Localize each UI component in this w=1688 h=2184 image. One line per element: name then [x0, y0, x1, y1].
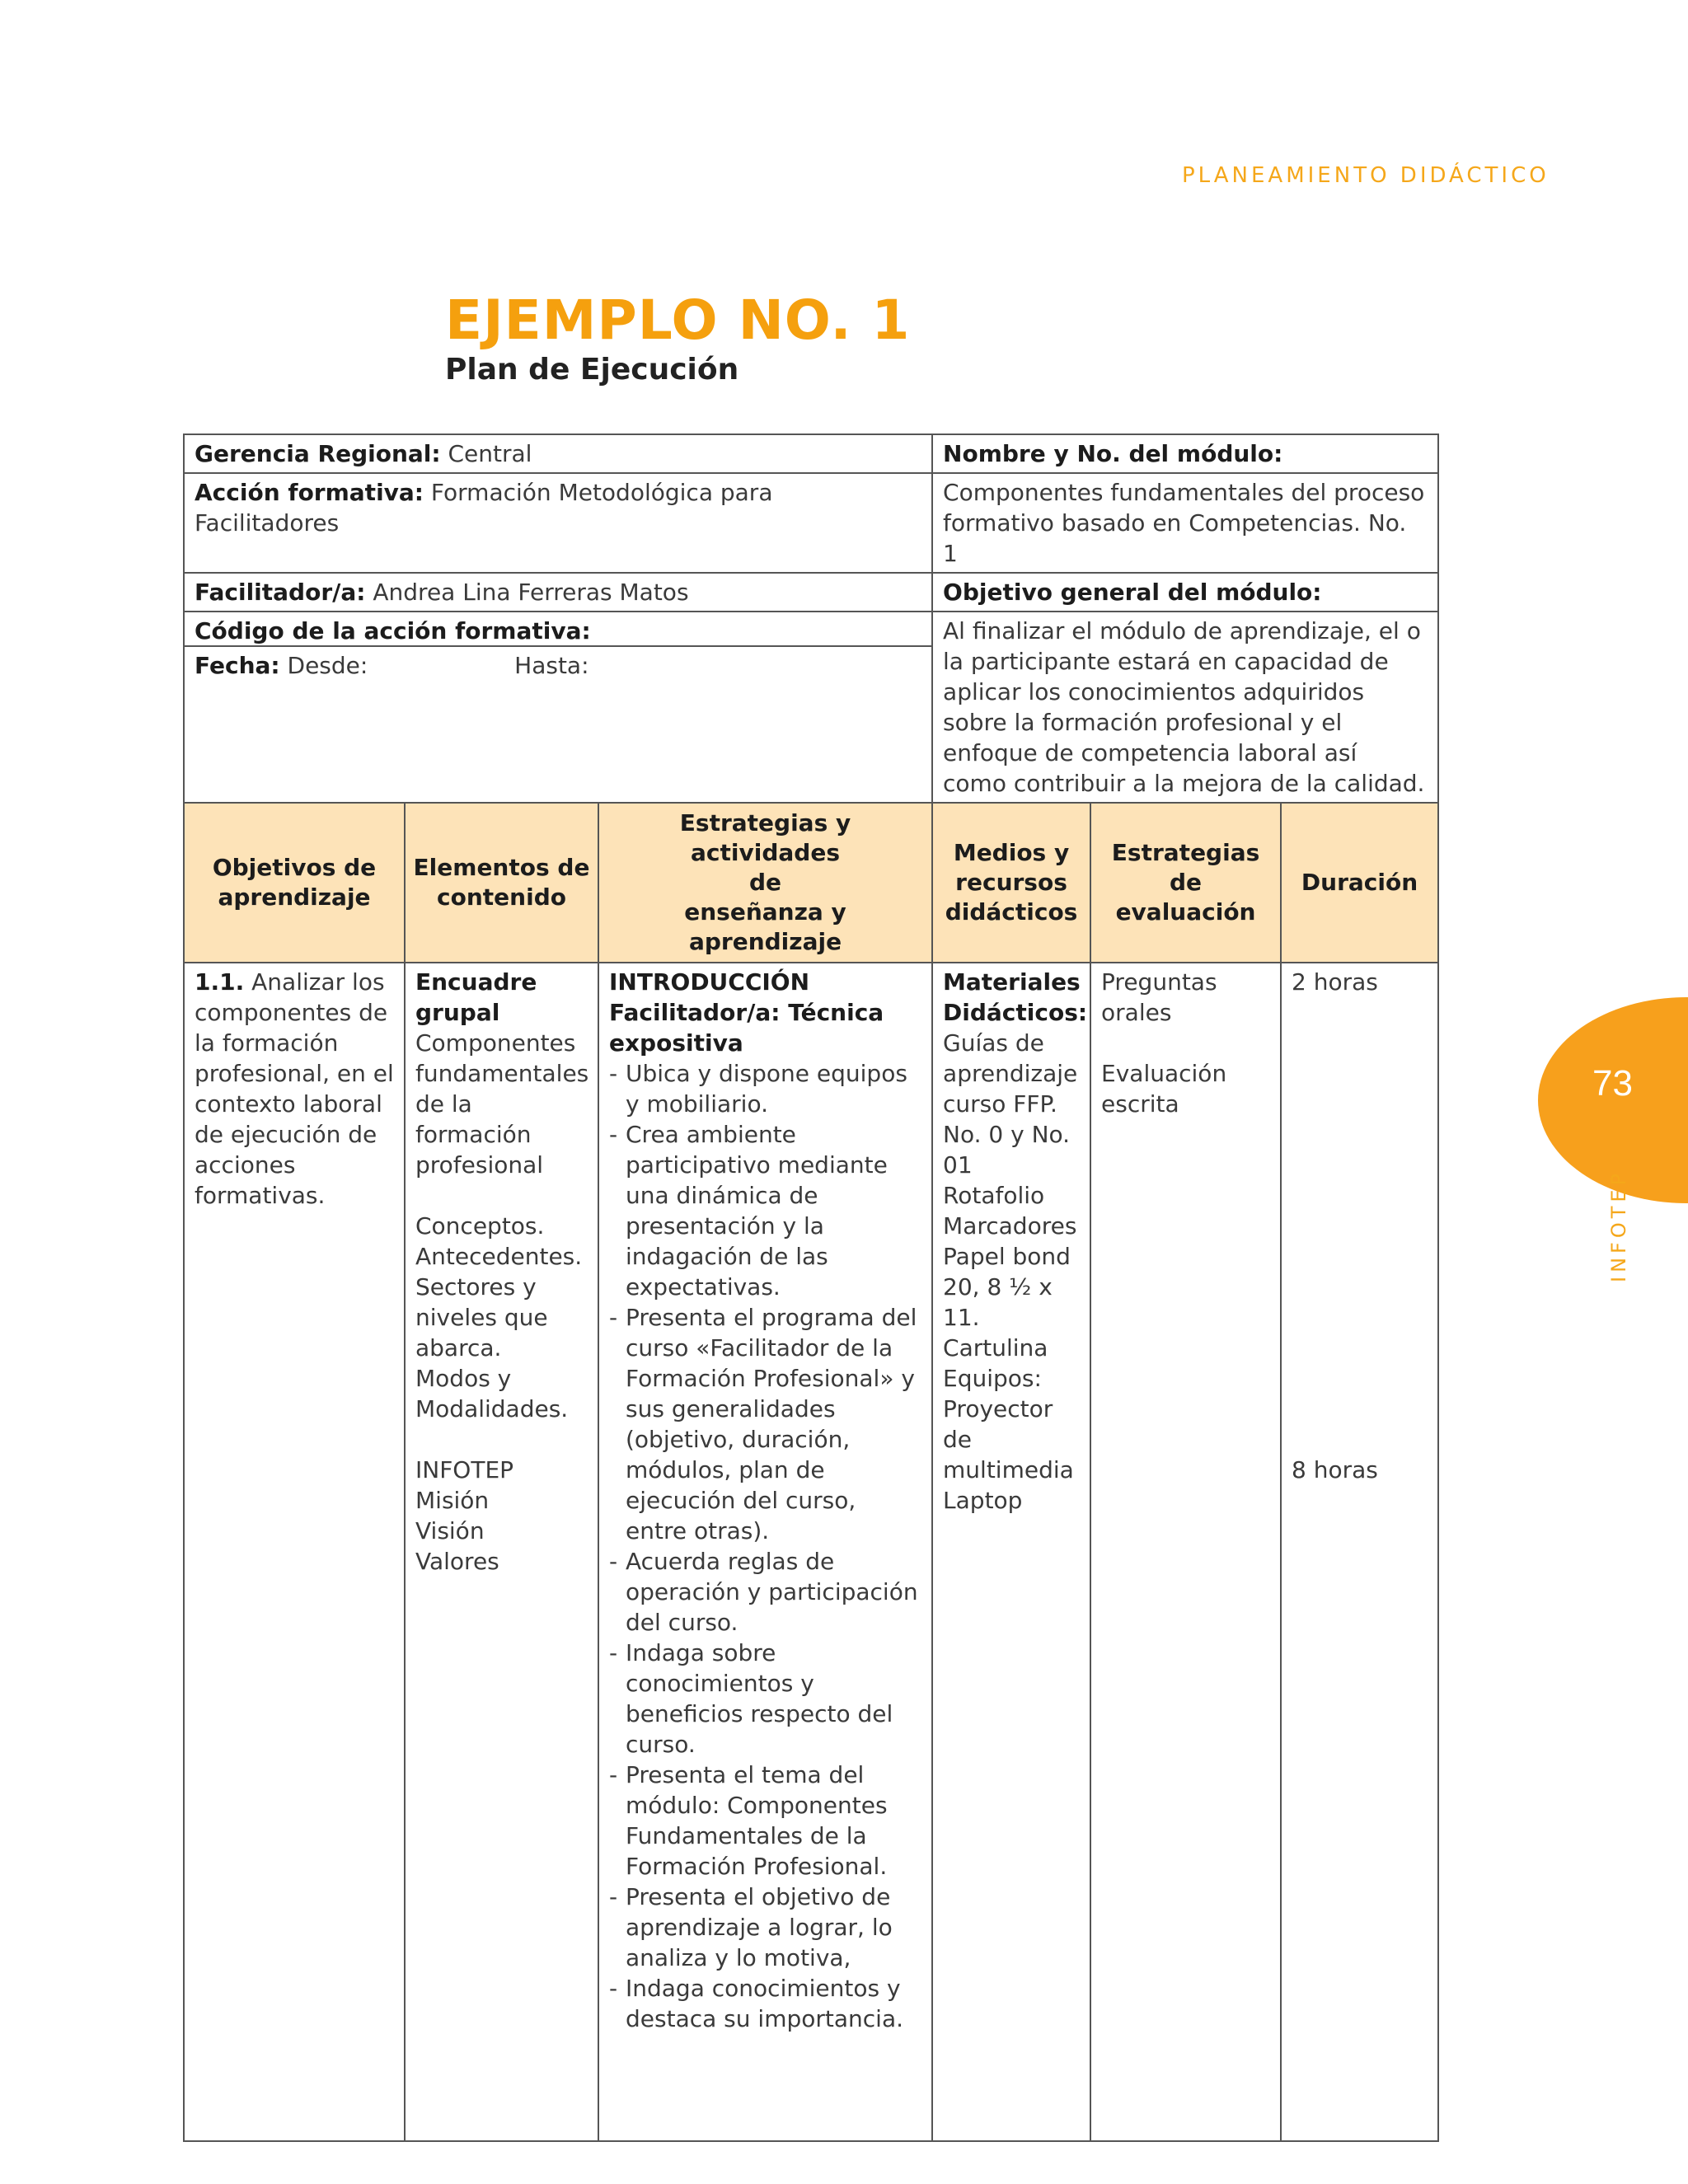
col-header-estrategias: [598, 803, 932, 963]
col-header-estrategias-line2: de: [748, 869, 782, 896]
elementos-text: Conceptos.: [415, 1212, 545, 1240]
medios-text: Guías de aprendizaje curso FFP. No. 0 y No. 01: [943, 1029, 1078, 1179]
col-header-estrategias-line3: enseñanza y aprendizaje: [684, 898, 846, 955]
side-label: INFOTEP: [1607, 1169, 1630, 1282]
modulo-value-cell: [932, 473, 1438, 573]
elementos-text: Antecedentes.: [415, 1243, 583, 1270]
facilitador-value: Andrea Lina Ferreras Matos: [373, 579, 689, 606]
page-number: 73: [1592, 1063, 1633, 1104]
medios-text: Papel bond 20, 8 ½ x 11.: [943, 1243, 1071, 1331]
codigo-row: [185, 612, 931, 647]
gerencia-label: Gerencia Regional:: [195, 440, 441, 467]
medios-title: Materiales Didácticos:: [943, 968, 1088, 1026]
col-header-duracion: Duración: [1281, 803, 1438, 963]
fecha-label: Fecha:: [195, 652, 280, 679]
accion-cell: [184, 473, 932, 573]
elementos-cell: [405, 963, 598, 2141]
nombre-modulo-label: Nombre y No. del módulo:: [943, 440, 1283, 467]
accion-value: Formación Metodológica para Facilitadores: [195, 479, 773, 537]
column-header-row: [184, 803, 1438, 963]
section-header: PLANEAMIENTO DIDÁCTICO: [1182, 163, 1550, 188]
elementos-text: Misión: [415, 1487, 490, 1514]
elementos-text: Modos y Modalidades.: [415, 1365, 569, 1422]
desde-label: Desde:: [287, 652, 368, 679]
elementos-text: INFOTEP: [415, 1456, 514, 1483]
duracion-cell: [1281, 963, 1438, 2141]
evaluacion-text: Evaluación escrita: [1101, 1060, 1227, 1118]
evaluacion-cell: [1090, 963, 1281, 2141]
hasta-label: Hasta:: [514, 652, 589, 679]
estrategias-title: INTRODUCCIÓN: [609, 968, 810, 996]
objetivo-general-value-cell: [932, 612, 1438, 803]
objetivo-text: Analizar los componentes de la formación profesional, en el contexto laboral de ejecución de acciones formativas.: [195, 968, 394, 1209]
gerencia-cell: [184, 434, 932, 473]
objetivos-cell: [184, 963, 405, 2141]
fecha-row: [185, 647, 931, 684]
execution-plan-table: [183, 434, 1439, 2142]
nombre-modulo-cell: [932, 434, 1438, 473]
list-item: - Presenta el tema del módulo: Componentes Fundamentales de la Formación Profesional.: [609, 1761, 888, 1880]
medios-text: Marcadores: [943, 1212, 1077, 1240]
medios-text: Laptop: [943, 1487, 1023, 1514]
estrategias-cell: [598, 963, 932, 2141]
table-row: [184, 963, 1438, 2141]
estrategias-subtitle: Facilitador/a: Técnica expositiva: [609, 999, 884, 1057]
objetivo-number: 1.1.: [195, 968, 245, 996]
medios-text: Proyector de multimedia: [943, 1395, 1074, 1483]
list-item: - Presenta el programa del curso «Facilitador de la Formación Profesional» y sus generalidades (objetivo, duración, módulos, plan de ejecución del curso, entre otras).: [609, 1304, 917, 1544]
facilitador-cell: [184, 573, 932, 612]
elementos-text: Componentes fundamentales de la formación profesional: [415, 1029, 589, 1179]
info-row: [184, 573, 1438, 612]
medios-cell: [932, 963, 1090, 2141]
page-subtitle: Plan de Ejecución: [445, 353, 739, 387]
gerencia-value: Central: [448, 440, 532, 467]
list-item: - Indaga sobre conocimientos y beneficios respecto del curso.: [609, 1639, 893, 1758]
objetivo-general-label-cell: [932, 573, 1438, 612]
list-item: - Ubica y dispone equipos y mobiliario.: [609, 1060, 907, 1118]
elementos-text: Visión: [415, 1517, 485, 1544]
col-header-evaluacion: Estrategias de evaluación: [1090, 803, 1281, 963]
medios-text: Equipos:: [943, 1365, 1042, 1392]
accion-label: Acción formativa:: [195, 479, 424, 506]
elementos-title: Encuadre grupal: [415, 968, 537, 1026]
duracion-text: 8 horas: [1292, 1456, 1378, 1483]
elementos-text: Valores: [415, 1548, 499, 1575]
page-title: EJEMPLO NO. 1: [445, 288, 911, 352]
facilitador-label: Facilitador/a:: [195, 579, 366, 606]
col-header-objetivos: Objetivos de aprendizaje: [184, 803, 405, 963]
info-row: [184, 473, 1438, 573]
evaluacion-text: Preguntas orales: [1101, 968, 1217, 1026]
col-header-elementos: Elementos de contenido: [405, 803, 598, 963]
objetivo-general-value: Al finalizar el módulo de aprendizaje, el o la participante estará en capacidad de aplicar los conocimientos adquiridos sobre la formación profesional y el enfoque de competencia laboral así como contribuir a la mejora de la calidad.: [943, 617, 1425, 797]
list-item: - Presenta el objetivo de aprendizaje a lograr, lo analiza y lo motiva,: [609, 1883, 893, 1971]
list-item: - Crea ambiente participativo mediante una dinámica de presentación y la indagación de las expectativas.: [609, 1121, 888, 1301]
medios-text: Rotafolio: [943, 1182, 1045, 1209]
modulo-value: Componentes fundamentales del proceso formativo basado en Competencias. No. 1: [943, 479, 1425, 567]
list-item: - Indaga conocimientos y destaca su importancia.: [609, 1975, 903, 2032]
col-header-medios: Medios y recursos didácticos: [932, 803, 1090, 963]
objetivo-general-label: Objetivo general del módulo:: [943, 579, 1322, 606]
info-row: [184, 612, 1438, 803]
col-header-estrategias-line1: Estrategias y actividades: [679, 809, 851, 866]
medios-text: Cartulina: [943, 1334, 1048, 1361]
duracion-text: 2 horas: [1292, 968, 1378, 996]
codigo-label: Código de la acción formativa:: [195, 617, 591, 644]
info-row: [184, 434, 1438, 473]
list-item: - Acuerda reglas de operación y participación del curso.: [609, 1548, 918, 1636]
elementos-text: Sectores y niveles que abarca.: [415, 1273, 548, 1361]
codigo-fecha-cell: [184, 612, 932, 803]
